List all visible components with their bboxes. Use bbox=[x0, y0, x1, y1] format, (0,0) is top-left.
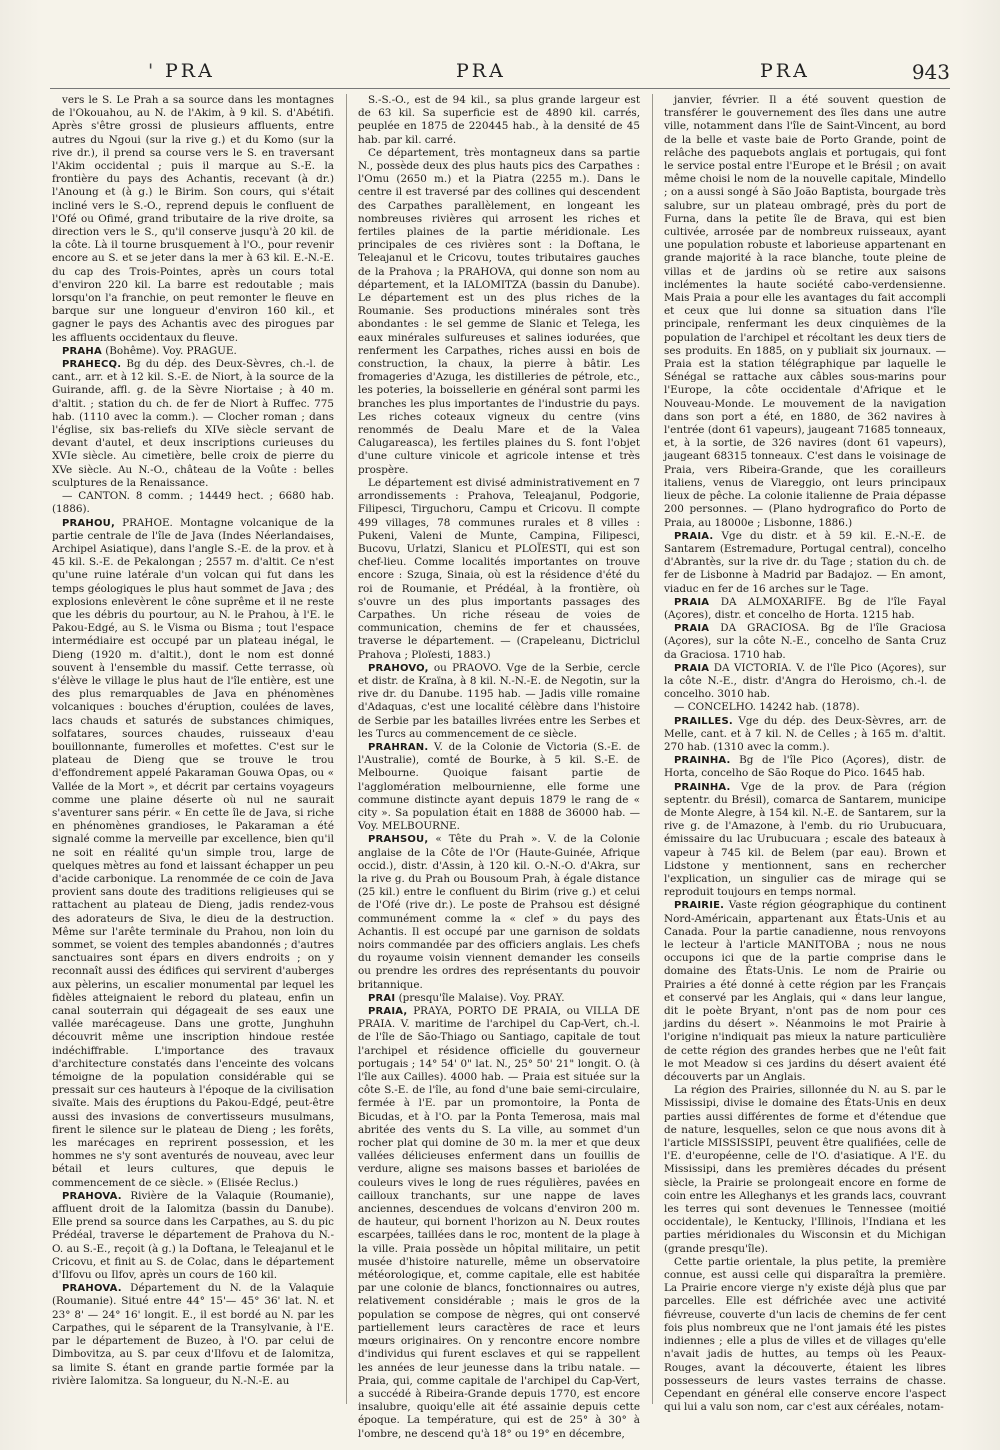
entry-headword: PRAHOU, bbox=[62, 517, 115, 529]
entry-text: La région des Prairies, sillonnée du N. au S. par le Mississipi, divise le domaine des États-Unis en deux parties aussi différentes de forme et d'étendue que de nature, lesquelles, selon ce que nous avons dit à l'article MISSISSIPI, peuvent être qualifiées, celle de l'E. d'européenne, celle de l'O. d'asiatique. A l'E. du Mississipi, dans les premières décades du présent siècle, la Prairie se prolongeait encore en forme de coin entre les Alleghanys et les grands lacs, couvrant les terres qui sont devenues le Tennessee (moitié occidentale), le Kentucky, l'Illinois, l'Indiana et les parties méridionales du Wisconsin et du Michigan (grande presqu'île). bbox=[664, 1084, 946, 1255]
entry-text: PRAHOE. Montagne volcanique de la partie centrale de l'île de Java (Indes Néerlandaises, Archipel Asiatique), dans l'angle S.-E. de la prov. et à 45 kil. S.-E. de Pekalongan ; 2557 m. d'altit. Ce n'est qu'une ruine latérale d'un volcan qui fut dans les temps géologiques le plus haut sommet de Java ; des explosions enlevèrent le cône suprême et il ne reste que les débris du pourtour, au N. le Prahou, à l'E. le Pakou-Edgé, au S. le Visma ou Bisma ; tout l'espace intermédiaire est occupé par un plateau inégal, le Dieng (1920 m. d'altit.), dont le nom est donné souvent à l'ensemble du massif. Cette terrasse, où s'élève le village le plus haut de l'île entière, est une des plus remarquables de Java en phénomènes volcaniques : bouches d'éruption, coulées de laves, lacs chauds et saturés de substances chimiques, solfatares, sources chaudes, ruisseaux d'eau bouillonnante, fumerolles et mofettes. C'est sur le plateau de Dieng que se trouve le trou d'effondrement appelé Pakaraman Gouwa Opas, ou « Vallée de la Mort », et décrit par certains voyageurs comme une plaine déserte où nul ne saurait s'aventurer sans périr. « En cette île de Java, si riche en phénomènes grandioses, le Pakaraman a été signalé comme la merveille par excellence, bien qu'il ne soit en réalité qu'un simple trou, large de quelques mètres au fond et laissant échapper un peu d'acide carbonique. La renommée de ce coin de Java provient sans doute des traditions religieuses qui se rattachent au plateau de Dieng, jadis rendez-vous des adorateurs de Siva, le dieu de la destruction. Même sur l'arête terminale du Prahou, non loin du sommet, se voient des temples abandonnés ; d'autres sanctuaires sont épars en divers endroits ; on y reconnaît aussi des édifices qui servirent d'auberges aux pèlerins, un escalier monumental par lequel les fidèles atteignaient le rebord du plateau, enfin un canal souterrain qui dégageait de ses eaux une vallée marécageuse. Dans une grotte, Junghuhn découvrit même une inscription hindoue restée indéchiffrable. L'importance des travaux d'architecture constatés dans l'enceinte des volcans témoigne de la population considérable qui se pressait sur ces hauteurs à l'époque de la civilisation sivaïte. Mais des éruptions du Pakou-Edgé, peut-être aussi des invasions de convertisseurs musulmans, firent le silence sur le plateau de Dieng ; les forêts, les marécages en reprirent possession, et les hommes ne s'y sont aventurés de nouveau, avec leur bétail et leurs cultures, que depuis le commencement de ce siècle. » (Elisée Reclus.) bbox=[52, 516, 334, 1189]
dictionary-entry bbox=[664, 899, 946, 1084]
entry-paragraph bbox=[664, 1084, 946, 1256]
entry-headword: PRAIA, bbox=[368, 1006, 408, 1018]
entry-text: — CONCELHO. 14242 hab. (1878). bbox=[674, 701, 860, 714]
dictionary-entry bbox=[664, 596, 946, 622]
running-head-center: PRA bbox=[456, 60, 506, 82]
entry-headword: PRAIRIE. bbox=[674, 900, 725, 912]
dictionary-entry bbox=[358, 1005, 640, 1441]
text-columns bbox=[52, 94, 948, 1440]
entry-text: ou PRAOVO. Vge de la Serbie, cercle et distr. de Kraïna, à 8 kil. N.-N.-E. de Negotin, sur la rive dr. du Danube. 1195 hab. — Jadis ville romaine d'Adaquas, c'est une localité célèbre dans l'histoire de Serbie par les batailles livrées entre les Serbes et les Turcs au commencement de ce siècle. bbox=[358, 661, 640, 740]
entry-headword: PRAINHA. bbox=[674, 781, 731, 793]
entry-headword: PRAIA bbox=[674, 596, 710, 608]
dictionary-entry bbox=[52, 345, 334, 358]
entry-headword: PRAIA bbox=[674, 623, 710, 635]
entry-headword: PRAILLES. bbox=[674, 715, 733, 727]
entry-text: V. de la Colonie de Victoria (S.-E. de l'Australie), comté de Bourke, à 5 kil. S.-E. de Melbourne. Quoique faisant partie de l'agglomération melbournienne, elle forme une commune distincte ayant depuis 1879 le rang de « city ». Sa population était en 1888 de 36000 hab. — Voy. MELBOURNE. bbox=[358, 740, 640, 833]
entry-paragraph bbox=[358, 147, 640, 477]
entry-paragraph bbox=[664, 701, 946, 714]
header-mark: ' bbox=[148, 60, 154, 82]
running-head-right: PRA bbox=[760, 60, 810, 82]
entry-text: DA ALMOXARIFE. Bg de l'île Fayal (Açores), distr. et concelho de Horta. 1215 hab. bbox=[664, 595, 946, 621]
dictionary-entry bbox=[52, 1190, 334, 1282]
dictionary-entry bbox=[52, 358, 334, 490]
dictionary-entry bbox=[664, 715, 946, 755]
entry-headword: PRAHSOU, bbox=[368, 834, 429, 846]
entry-text: (presqu'île Malaise). Voy. PRAY. bbox=[398, 991, 565, 1004]
dictionary-entry bbox=[664, 530, 946, 596]
dictionary-entry bbox=[52, 1282, 334, 1388]
entry-paragraph bbox=[358, 94, 640, 147]
entry-text: Département du N. de la Valaquie (Roumanie). Situé entre 44° 15'— 45° 36' lat. N. et 23° 8' — 24° 16' longit. E., il est bordé au N. par les Carpathes, qui le séparent de la Transylvanie, à l'E. par le département de Buzeo, à l'O. par celui de Dimbovitza, au S. par ceux d'Ilfovu et de Ialomitza, sa limite S. étant en grande partie formée par la rivière Ialomitza. Sa longueur, du N.-N.-E. au bbox=[52, 1282, 334, 1387]
dictionary-entry bbox=[664, 754, 946, 780]
entry-text: « Tête du Prah ». V. de la Colonie anglaise de la Côte de l'Or (Haute-Guinée, Afrique occid.), distr. d'Assin, à 120 kil. O.-N.-O. d'Akra, sur la rive g. du Prah ou Bousoum Prah, à égale distance (25 kil.) entre le confluent du Birim (rive g.) et celui de l'Ofé (rive dr.). Le poste de Prahsou est désigné communément comme la « clef » du pays des Achantis. Il est occupé par une garnison de soldats noirs commandée par des officiers anglais. Les chefs du royaume voisin viennent demander les conseils ou prendre les ordres des représentants du pouvoir britannique. bbox=[358, 833, 640, 991]
entry-text: Ce département, très montagneux dans sa partie N., possède deux des plus hauts pics des Carpathes : l'Omu (2650 m.) et la Piatra (2255 m.). Dans le centre il est traversé par des collines qui descendent des Carpathes parallèlement, en longeant les nombreuses rivières qui arrosent les riches et fertiles plaines de la partie méridionale. Les principales de ces rivières sont : la Doftana, le Teleajanul et le Cricovu, toutes tributaires gauches de la Prahova ; la PRAHOVA, qui donne son nom au département, et la IALOMITZA (bassin du Danube). Le département est un des plus riches de la Roumanie. Ses productions minérales sont très abondantes : le sel gemme de Slanic et Telega, les eaux minérales sulfureuses et salines iodurées, que renferment les Carpathes, riches aussi en bois de construction, la chaux, la pierre à bâtir. Les fromageries d'Azuga, les distilleries de pétrole, etc., les poteries, la boissellerie en général sont parmi les branches les plus importantes de l'industrie du pays. Les riches coteaux vigneux du centre (vins renommés de Dealu Mare et de la Valea Calugareasca), les fertiles plaines du S. font l'objet d'une culture vinicole et agricole intense et très prospère. bbox=[358, 146, 640, 476]
page-number: 943 bbox=[911, 60, 950, 84]
entry-text: Vge de la prov. de Para (région septentr. du Brésil), comarca de Santarem, municipe de Monte Alegre, à 154 kil. N.-E. de Santarem, sur la rive g. de l'Amazone, à l'emb. du rio Urubucuara, émissaire du lac Urubucuara ; escale des bateaux à vapeur à 745 kil. de Belem (par eau). Brown et Lidstone y mentionnent, sans en rechercher l'explication, un singulier cas de mirage qui se reproduit toujours en temps normal. bbox=[664, 780, 946, 899]
entry-headword: PRAHOVA. bbox=[62, 1283, 122, 1295]
entry-text: PRAYA, PORTO DE PRAIA, ou VILLA DE PRAIA. V. maritime de l'archipel du Cap-Vert, ch.-l. de l'île de São-Thiago ou Santiago, capitale de tout l'archipel et résidence officielle du gouverneur portugais ; 14° 54' 0" lat. N., 25° 50' 21" longit. O. (à l'île aux Cailles). 4000 hab. — Praia est située sur la côte S.-E. de l'île, au fond d'une baie semi-circulaire, fermée à l'E. par un promontoire, la Ponta de Bicudas, et à l'O. par la Ponta Temerosa, mais mal abritée des vents du S. La ville, au sommet d'un rocher plat qui domine de 30 m. la mer et que deux vallées délicieuses enferment dans un fouillis de verdure, aligne ses maisons basses et bariolées de couleurs vives le long de rues régulières, pavées en cailloux tranchants, sur une nappe de laves anciennes, descendues de volcans d'environ 200 m. de hauteur, qui bornent l'horizon au N. Deux routes escarpées, taillées dans le roc, montent de la plage à la ville. Praia possède un hôpital militaire, un petit musée d'histoire naturelle, même un observatoire météorologique, et, comme capitale, elle est habitée par une colonie de blancs, fonctionnaires ou autres, relativement considérable ; mais le gros de la population se compose de nègres, qui ont conservé partiellement leurs caractères de race et leurs mœurs originaires. On y rencontre encore nombre d'individus qui furent esclaves et qui se rappellent les années de leur jeunesse dans la tribu natale. — Praia, qui, comme capitale de l'archipel du Cap-Vert, a succédé à Ribeira-Grande depuis 1770, est encore insalubre, quoiqu'elle ait été assainie depuis cette époque. La température, qui est de 25° à 30° à l'ombre, ne descend qu'à 18° ou 19° en décembre, bbox=[358, 1005, 640, 1440]
dictionary-entry bbox=[358, 662, 640, 741]
entry-text: Vge du distr. et à 59 kil. E.-N.-E. de Santarem (Estremadure, Portugal central), concelho d'Abrantès, sur la rive dr. du Tage ; station du ch. de fer de Lisbonne à Madrid par Badajoz. — En amont, viaduc en fer de 16 arches sur le Tage. bbox=[664, 529, 947, 595]
dictionary-entry bbox=[664, 622, 946, 662]
entry-text: DA VICTORIA. V. de l'île Pico (Açores), sur la côte N.-E., distr. d'Angra do Heroismo, ch.-l. de concelho. 3010 hab. bbox=[664, 661, 946, 701]
dictionary-entry bbox=[358, 741, 640, 833]
entry-headword: PRAINHA. bbox=[674, 755, 731, 767]
entry-headword: PRAHA bbox=[62, 345, 102, 357]
entry-text: DA GRACIOSA. Bg de l'île Graciosa (Açores), sur la côte N.-E., concelho de Santa Cruz da Graciosa. 1710 hab. bbox=[664, 622, 946, 661]
entry-text: Bg de l'île Pico (Açores), distr. de Horta, concelho de São Roque do Pico. 1645 hab. bbox=[664, 754, 946, 780]
dictionary-entry bbox=[664, 662, 946, 702]
entry-headword: PRAHOVA. bbox=[62, 1190, 122, 1202]
entry-text: Vge du dép. des Deux-Sèvres, arr. de Melle, cant. et à 7 kil. N. de Celles ; à 165 m. d'altit. 270 hab. (1310 avec la comm.). bbox=[664, 714, 946, 753]
entry-paragraph bbox=[52, 94, 334, 345]
entry-text: Vaste région géographique du continent Nord-Américain, appartenant aux États-Unis et au Canada. Pour la partie canadienne, nous renvoyons le lecteur à l'article MANITOBA ; nous ne nous occupons ici que de la partie comprise dans le domaine des États-Unis. Le nom de Prairie ou Prairies a été donné à cette région par les Français et conservé par les Anglais, qui « dans leur langue, dit le poète Bryant, n'ont pas de nom pour ces jardins du désert ». Néanmoins le mot Prairie à l'origine n'indiquait pas mieux la nature particulière de cette région des grandes herbes que ne l'eût fait le mot Meadow si ces jardins du désert avaient été découverts par un Anglais. bbox=[664, 899, 947, 1084]
entry-headword: PRAI bbox=[368, 992, 396, 1004]
entry-text: Le département est divisé administrativement en 7 arrondissements : Prahova, Teleajanul, Podgorie, Filipesci, Tirguchoru, Campu et Cricovu. Il compte 499 villages, 78 communes rurales et 8 villes : Pukeni, Valeni de Munte, Campina, Filipesci, Bucovu, Urlatzi, Slanicu et PLOÏESTI, qui est son chef-lieu. Comme localités importantes on trouve encore : Szuga, Sinaia, où est la résidence d'été du roi de Roumanie, et Prédéal, à la frontière, où s'ouvre un des plus importants passages des Carpathes. Un riche réseau de voies de communication, chemins de fer et chaussées, traverse le département. — (Crapeleanu, Dictriclul Prahova ; Ploïesti, 1883.) bbox=[358, 476, 640, 661]
entry-text: (Bohême). Voy. PRAGUE. bbox=[105, 344, 237, 357]
entry-text: Bg du dép. des Deux-Sèvres, ch.-l. de cant., arr. et à 12 kil. S.-E. de Niort, à la source de la Guirande, affl. g. de la Sèvre Niortaise ; à 40 m. d'altit. ; station du ch. de fer de Niort à Ruffec. 775 hab. (1110 avec la comm.). — Clocher roman ; dans l'église, six bas-reliefs du XIVe siècle servant de devant d'autel, et deux inscriptions curieuses du XVIe siècle. Au cimetière, belle croix de pierre du XVe siècle. Au N.-O., château de la Voûte : belles sculptures de la Renaissance. bbox=[52, 358, 334, 489]
dictionary-entry bbox=[358, 992, 640, 1005]
running-head-left: PRA bbox=[165, 60, 215, 82]
entry-paragraph bbox=[664, 1256, 946, 1414]
entry-paragraph bbox=[664, 94, 946, 530]
entry-paragraph bbox=[358, 477, 640, 662]
entry-text: vers le S. Le Prah a sa source dans les montagnes de l'Okouahou, au N. de l'Akim, à 9 kil. S. d'Abétifi. Après s'être grossi de plusieurs affluents, entre autres du Ngoui (sur la rive g.) et du Komo (sur la rive dr.), il prend sa course vers le S. en traversant l'Akim occidental ; puis il marque au S.-E. la frontière du pays des Achantis, recevant (à dr.) l'Anoung et (à g.) le Birim. Son cours, qui s'était incliné vers le S.-O., reprend depuis le confluent de l'Ofé ou Ofimé, grand tributaire de la rive droite, sa direction vers le S., qu'il conserve jusqu'à 20 kil. de la côte. Là il tourne brusquement à l'O., pour revenir encore au S. et se jeter dans la mer à 63 kil. E.-N.-E. du cap des Trois-Pointes, après un cours total d'environ 220 kil. La barre est redoutable ; mais lorsqu'on l'a franchie, on peut remonter le fleuve en barque sur une longueur d'environ 160 kil., et gagner le pays des Achantis avec des pirogues par les affluents occidentaux du fleuve. bbox=[52, 94, 334, 344]
entry-headword: PRAHRAN. bbox=[368, 741, 429, 753]
entry-headword: PRAHECQ. bbox=[62, 359, 122, 371]
entry-text: Cette partie orientale, la plus petite, la première connue, est aussi celle qui disparaîtra la première. La Prairie encore vierge n'y existe déjà plus que par parcelles. Elle est défrichée avec une activité fiévreuse, couverte d'un lacis de chemins de fer cent fois plus nombreux que ne l'ont jamais été les pistes indiennes ; elle a plus de villes et de villages qu'elle n'avait jadis de huttes, au temps où les Peaux-Rouges, avant la découverte, étaient les libres possesseurs de leurs vastes terrains de chasse. Cependant en général elle conserve encore l'aspect qui lui a valu son nom, car c'est aux céréales, notam- bbox=[664, 1255, 946, 1414]
column-right bbox=[664, 94, 947, 1414]
entry-headword: PRAHOVO, bbox=[368, 662, 429, 674]
column-middle bbox=[358, 94, 640, 1440]
dictionary-entry bbox=[358, 833, 640, 991]
column-left bbox=[52, 94, 334, 1404]
entry-text: — CANTON. 8 comm. ; 14449 hect. ; 6680 hab. (1886). bbox=[52, 490, 334, 516]
entry-headword: PRAIA. bbox=[674, 530, 714, 542]
page-header bbox=[50, 58, 950, 86]
entry-headword: PRAIA bbox=[674, 662, 710, 674]
entry-text: Rivière de la Valaquie (Roumanie), affluent droit de la Ialomitza (bassin du Danube). Elle prend sa source dans les Carpathes, au S. du pic Prédéal, traverse le département de Prahova du N.-O. au S.-E., reçoit (à g.) la Doftana, le Teleajanul et le Cricovu, et finit au S. de Colac, dans le département d'Ilfovu ou Ilfov, après un cours de 160 kil. bbox=[52, 1189, 335, 1282]
entry-text: janvier, février. Il a été souvent question de transférer le gouvernement des îles dans une autre ville, notamment dans l'île de Saint-Vincent, au bord de la belle et vaste baie de Porto Grande, point de relâche des paquebots anglais et portugais, qui font le service postal entre l'Europe et le Brésil ; on avait même choisi le nom de la nouvelle capitale, Mindello ; on a aussi songé à São João Baptista, bourgade très salubre, sur un plateau ombragé, près du port de Furna, dans la petite île de Brava, qui est bien cultivée, arrosée par de nombreux ruisseaux, ayant une population robuste et laborieuse appartenant en grande majorité à la race blanche, toute pleine de villas et de jardins où se retire aux saisons inclémentes la haute société cabo-verdensienne. Mais Praia a pour elle les avantages du fait accompli et ceux que lui donne sa situation dans l'île principale, renfermant les deux cinquièmes de la population de l'archipel et récoltant les deux tiers de ses produits. En 1885, on y publiait six journaux. — Praia est la station télégraphique par laquelle le Sénégal se rattache aux câbles sous-marins pour l'Europe, la côte occidentale d'Afrique et le Nouveau-Monde. Le mouvement de la navigation dans son port a été, en 1880, de 362 navires à l'entrée (dont 61 vapeurs), jaugeant 71685 tonneaux, et, à la sortie, de 326 navires (dont 61 vapeurs), jaugeant 68315 tonneaux. C'est dans le voisinage de Praia, vers Ribeira-Grande, que les corailleurs italiens, venus de Viareggio, ont leurs principaux lieux de pêche. La colonie italienne de Praia dépasse 200 personnes. — (Plano hydrografico do Porto de Praia, au 18000e ; Lisbonne, 1886.) bbox=[664, 94, 946, 529]
entry-text: S.-S.-O., est de 94 kil., sa plus grande largeur est de 63 kil. Sa superficie est de 4890 kil. carrés, peuplée en 1875 de 220445 hab., à la densité de 45 hab. par kil. carré. bbox=[358, 94, 640, 146]
dictionary-entry bbox=[52, 517, 334, 1190]
header-rule bbox=[50, 88, 950, 89]
dictionary-entry bbox=[664, 781, 946, 900]
entry-paragraph bbox=[52, 490, 334, 516]
